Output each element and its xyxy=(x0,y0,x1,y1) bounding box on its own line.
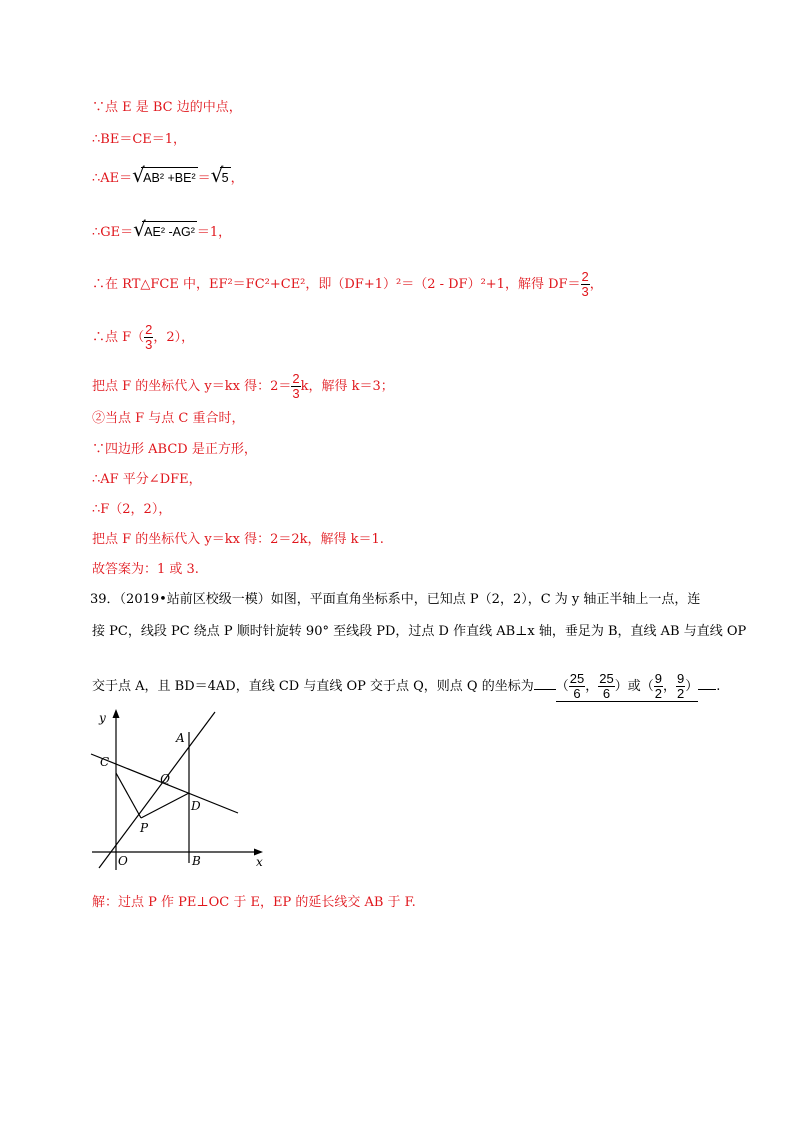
solution-start: 解：过点 P 作 PE⊥OC 于 E，EP 的延长线交 AB 于 F. xyxy=(92,895,416,910)
answer-blank-lead xyxy=(534,689,556,690)
label-p: P xyxy=(140,821,149,835)
line-ge xyxy=(92,217,232,242)
label-q: Q xyxy=(160,772,170,786)
fraction-25-6-a: $\frac{25}{6}$ xyxy=(569,671,585,701)
line-rt-triangle xyxy=(92,270,603,299)
line-substitute-1 xyxy=(92,372,394,401)
fraction-9-2-b: $\frac{9}{2}$ xyxy=(677,671,685,701)
line-be-ce: ∴BE＝CE＝1， xyxy=(92,132,187,147)
fraction-k: $\frac{2}{3}$ xyxy=(292,371,300,401)
point-f-suffix: ，2）， xyxy=(153,330,195,345)
line-ae xyxy=(92,163,244,188)
label-x: x xyxy=(256,855,263,869)
problem-question: 交于点 A，且 BD＝4AD，直线 CD 与直线 OP 交于点 Q，则点 Q 的坐标为 xyxy=(92,679,534,694)
sqrt-5: √ 5 xyxy=(210,163,229,187)
ge-result: ＝1， xyxy=(196,225,232,240)
ae-prefix: ∴AE＝ xyxy=(92,171,133,186)
fraction-fx: $\frac{2}{3}$ xyxy=(145,322,153,352)
label-a: A xyxy=(176,731,185,745)
line-answer: 故答案为：1 或 3. xyxy=(92,562,199,577)
fraction-df: $\frac{2}{3}$ xyxy=(581,269,589,299)
sqrt-ab-be: √ AB² +BE² xyxy=(132,163,196,187)
problem-line-2: 接 PC，线段 PC 绕点 P 顺时针旋转 90° 至线段 PD，过点 D 作直线 AB⊥x 轴，垂足为 B，直线 AB 与直线 OP xyxy=(92,624,747,639)
line-substitute-2: 把点 F 的坐标代入 y＝kx 得：2＝2k，解得 k＝1. xyxy=(92,532,384,547)
segment-pd xyxy=(141,793,189,818)
label-d: D xyxy=(191,799,201,813)
answer-blank: （ $\frac{25}{6}$ ， $\frac{25}{6}$ ）或（ $\frac{9}{2}$ ， $\frac{9}{2}$ ） xyxy=(555,671,699,701)
problem-line-3: 交于点 A，且 BD＝4AD，直线 CD 与直线 OP 交于点 Q，则点 Q 的坐标为 （ $\frac{25}{6}$ ， $\frac{25}{6}$ ）或（ $\frac{9}{2}$ ， $\frac{9}{2}$ ） . xyxy=(92,671,721,701)
line-bisect: ∴AF 平分∠DFE， xyxy=(92,472,202,487)
label-c: C xyxy=(100,755,110,769)
line-f-coord: ∴F（2，2）， xyxy=(92,502,172,517)
problem-line-1: 39．（2019•站前区校级一模）如图，平面直角坐标系中，已知点 P（2，2），C 为 y 轴正半轴上一点，连 xyxy=(90,592,701,607)
answer-blank-tail xyxy=(698,689,716,690)
substitute-suffix: k，解得 k＝3； xyxy=(300,379,394,394)
fraction-25-6-b: $\frac{25}{6}$ xyxy=(599,671,614,701)
line-square: ∵四边形 ABCD 是正方形， xyxy=(92,442,257,457)
line-point-f xyxy=(92,323,194,352)
label-o: O xyxy=(118,854,128,868)
fraction-9-2-a: $\frac{9}{2}$ xyxy=(654,671,662,701)
segment-pc xyxy=(116,773,141,818)
label-b: B xyxy=(192,854,201,868)
rt-text: ∴在 RT△FCE 中，EF²＝FC²+CE²，即（DF+1）²＝（2 - DF）²+1，解得 DF＝ xyxy=(92,277,581,292)
coordinate-figure xyxy=(88,706,278,876)
substitute-prefix: 把点 F 的坐标代入 y＝kx 得：2＝ xyxy=(92,379,292,394)
y-axis-arrow xyxy=(113,709,120,718)
label-y: y xyxy=(99,711,106,725)
comma: ， xyxy=(230,171,244,186)
comma: ， xyxy=(589,277,603,292)
equals: ＝ xyxy=(197,171,211,186)
line-case-2: ②当点 F 与点 C 重合时， xyxy=(92,411,245,426)
sqrt-ae-ag: √ AE² -AG² xyxy=(133,217,195,241)
line-midpoint: ∵点 E 是 BC 边的中点， xyxy=(92,100,242,115)
ge-prefix: ∴GE＝ xyxy=(92,225,134,240)
point-f-prefix: ∴点 F（ xyxy=(92,330,145,345)
